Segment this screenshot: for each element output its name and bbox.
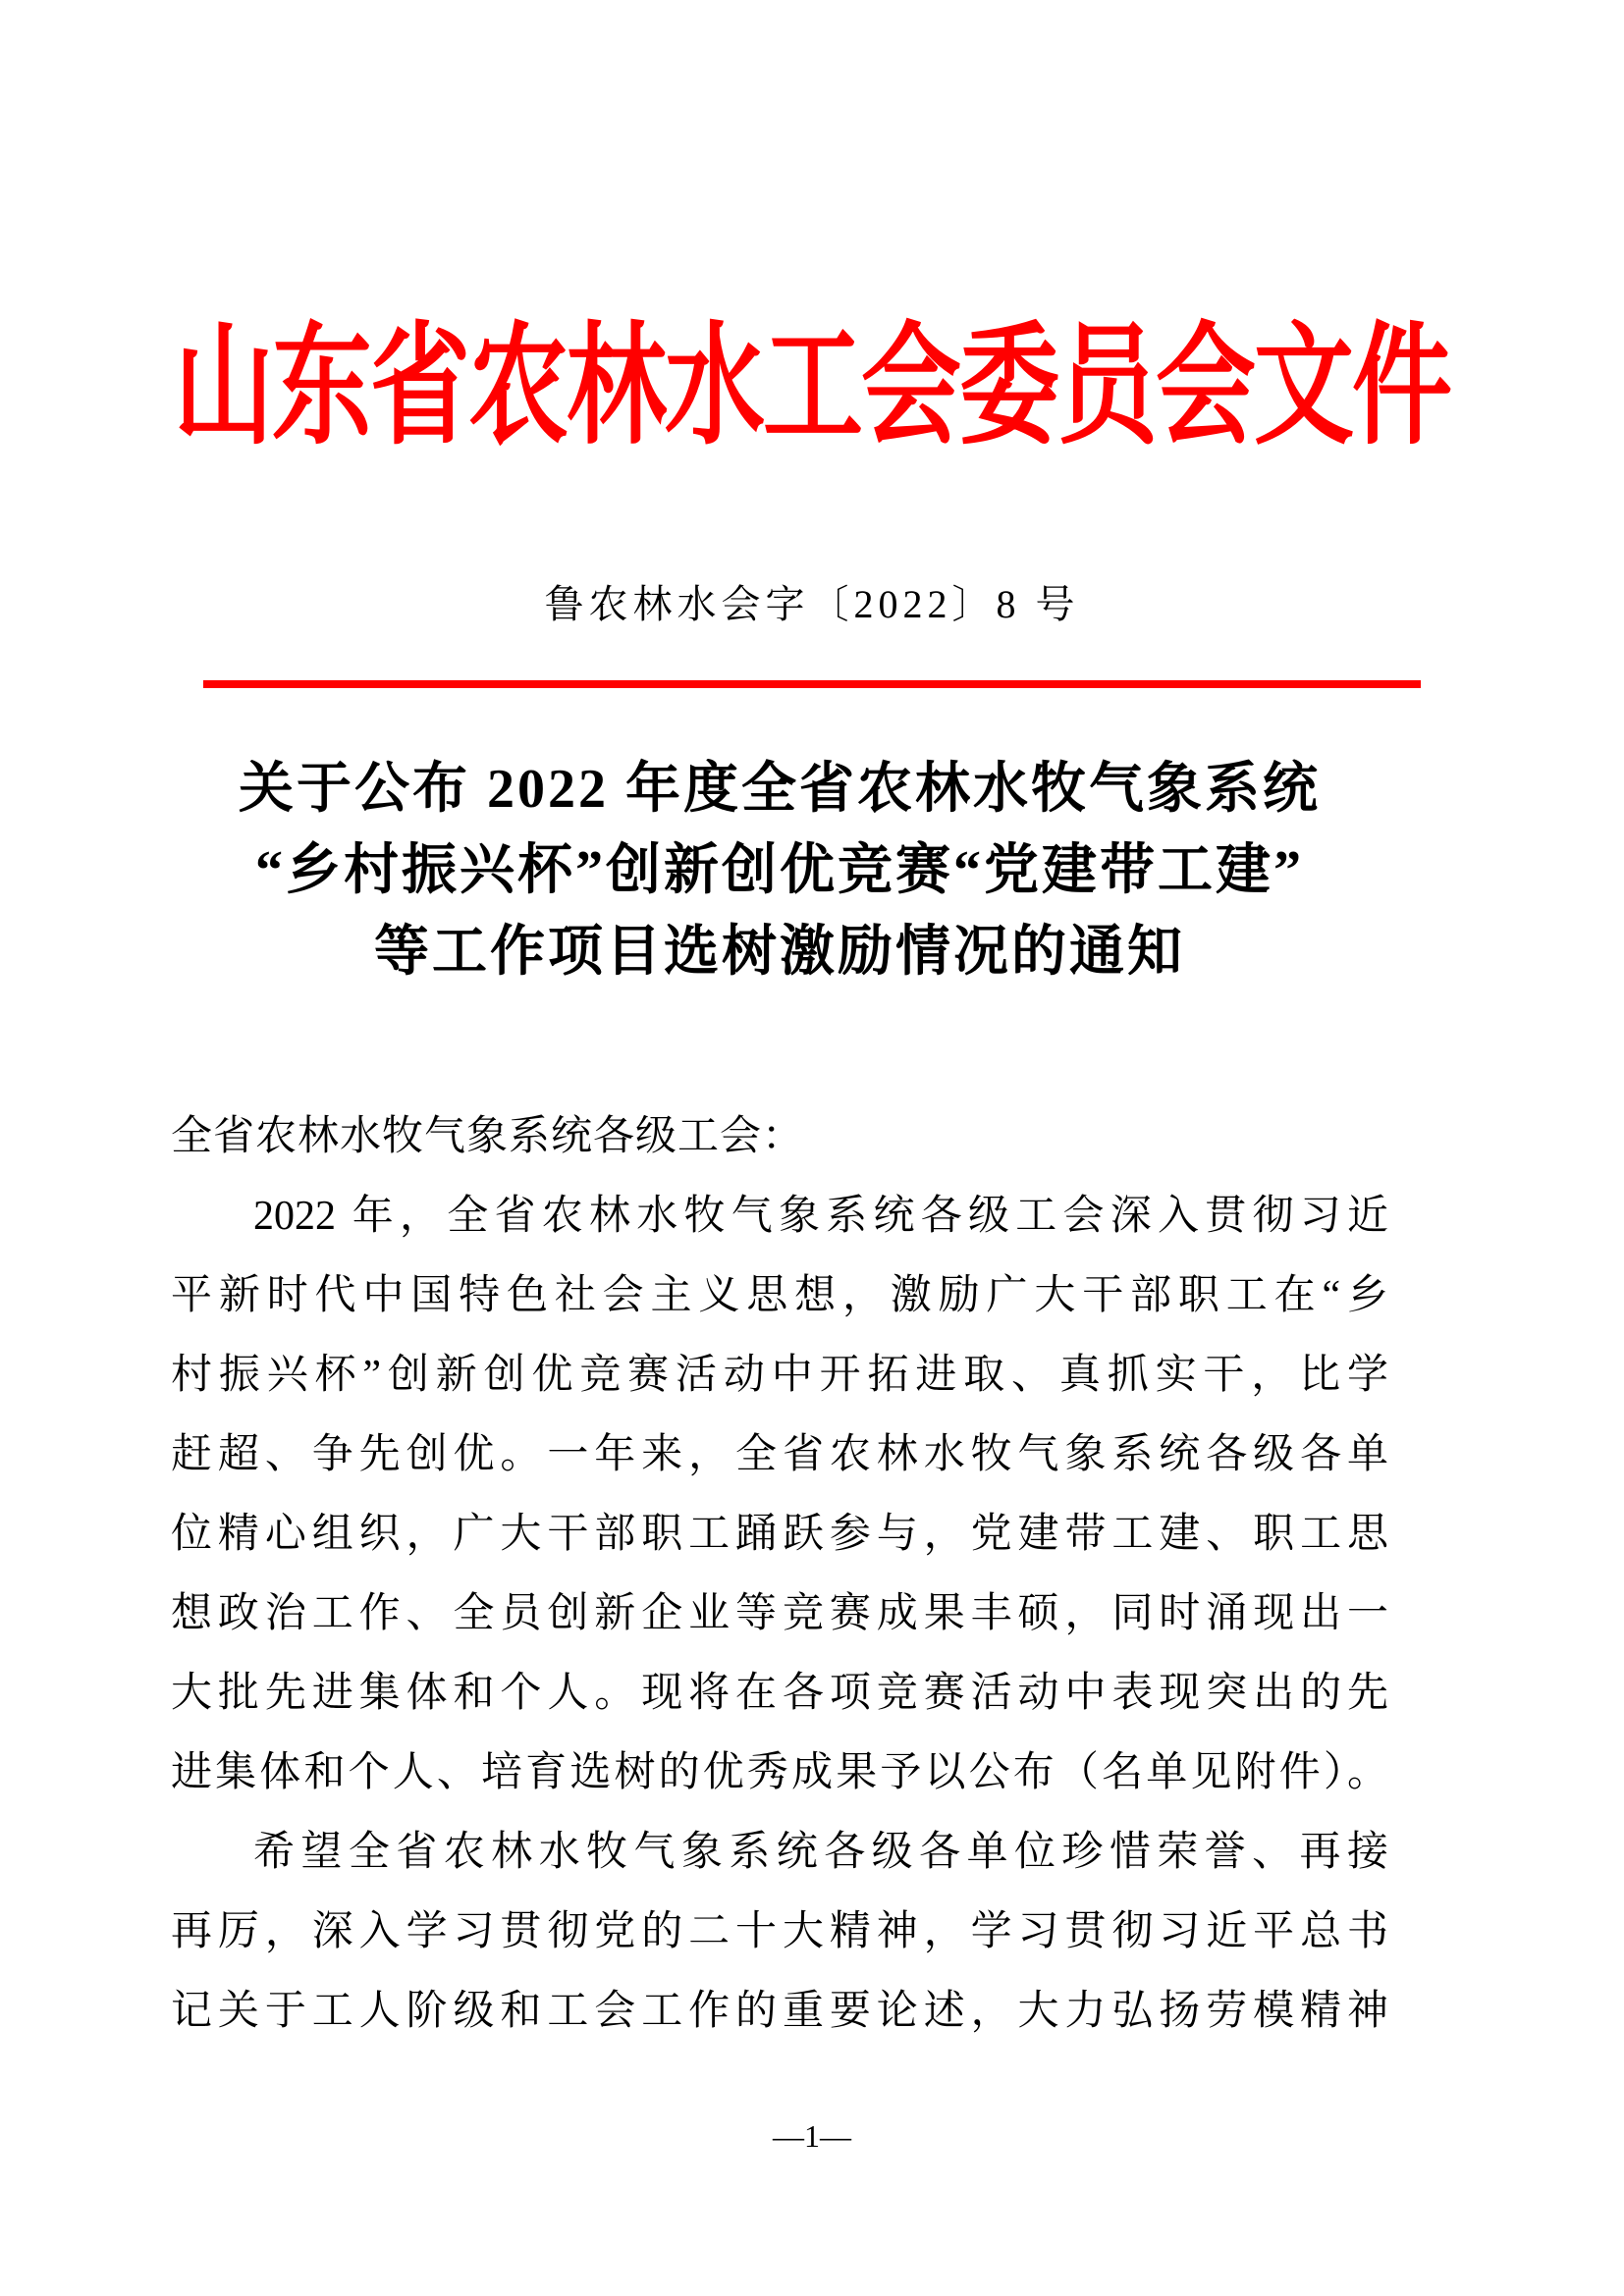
paragraph-1-line-5: 位精心组织，广大干部职工踊跃参与，党建带工建、职工思	[171, 1512, 1388, 1557]
paragraph-2-line-2: 再厉，深入学习贯彻党的二十大精神，学习贯彻习近平总书	[171, 1909, 1388, 1954]
document-title-line-1: 关于公布 2022 年度全省农林水牧气象系统	[239, 759, 1321, 820]
page-number: —1—	[773, 2118, 851, 2154]
salutation-line: 全省农林水牧气象系统各级工会：	[171, 1114, 805, 1159]
document-title	[171, 749, 1388, 993]
paragraph-1-line-6: 想政治工作、全员创新企业等竞赛成果丰硕，同时涌现出一	[171, 1591, 1388, 1636]
document-title-line-2: “乡村振兴杯”创新创优竞赛“党建带工建”	[255, 840, 1304, 901]
document-title-line-3: 等工作项目选树激励情况的通知	[374, 922, 1185, 983]
document-body	[171, 1097, 1388, 2052]
paragraph-2-line-1: 希望全省农林水牧气象系统各级各单位珍惜荣誉、再接	[253, 1830, 1388, 1875]
paragraph-1-line-3: 村振兴杯”创新创优竞赛活动中开拓进取、真抓实干，比学	[171, 1353, 1388, 1398]
paragraph-1-line-7: 大批先进集体和个人。现将在各项竞赛活动中表现突出的先	[171, 1671, 1388, 1716]
paragraph-1-line-1: 2022 年，全省农林水牧气象系统各级工会深入贯彻习近	[253, 1194, 1388, 1239]
red-divider-line	[203, 680, 1421, 688]
paragraph-1-line-2: 平新时代中国特色社会主义思想，激励广大干部职工在“乡	[171, 1273, 1388, 1318]
paragraph-1-line-4: 赶超、争先创优。一年来，全省农林水牧气象系统各级各单	[171, 1432, 1388, 1477]
document-reference-number: 鲁农林水会字〔2022〕8 号	[544, 582, 1080, 626]
paragraph-1-line-8: 进集体和个人、培育选树的优秀成果予以公布（名单见附件）。	[171, 1750, 1388, 1795]
issuing-authority-banner: 山东省农林水工会委员会文件	[174, 314, 1450, 461]
paragraph-2-line-3: 记关于工人阶级和工会工作的重要论述，大力弘扬劳模精神	[171, 1989, 1388, 2034]
